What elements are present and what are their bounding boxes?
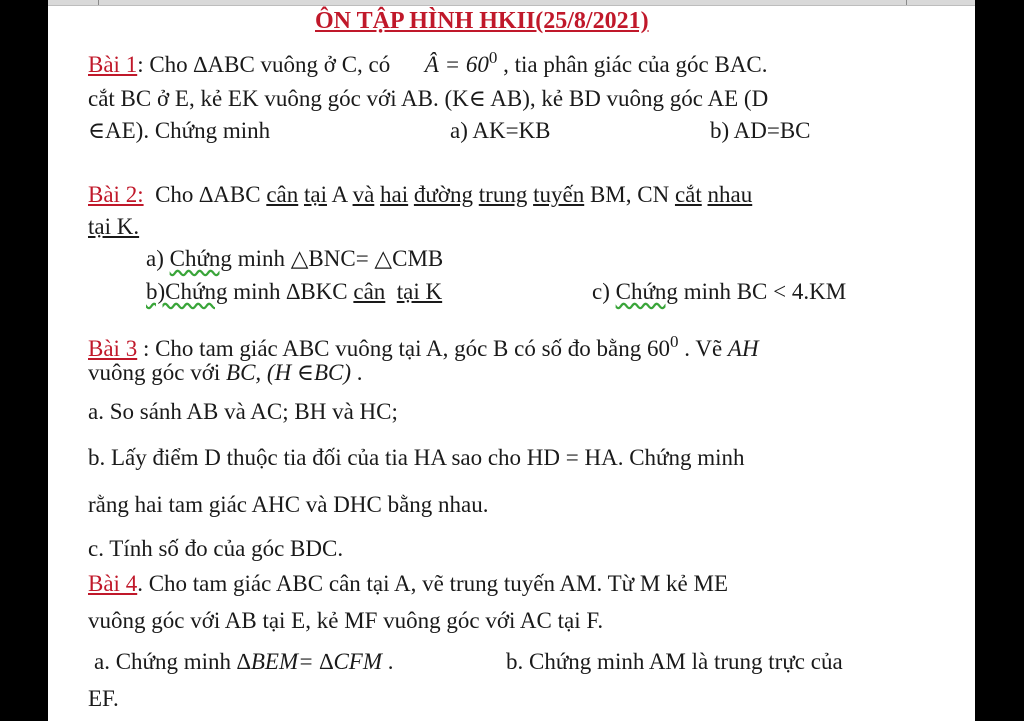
text: nhau bbox=[707, 182, 753, 207]
text: ∈AE). Chứng minh bbox=[88, 118, 271, 143]
text: ∆BEM= ∆CFM bbox=[236, 649, 383, 674]
ruler-mark bbox=[906, 0, 907, 5]
text: vuông góc với bbox=[88, 360, 221, 385]
text: , tia phân giác của góc BAC. bbox=[503, 52, 768, 77]
text: và bbox=[352, 182, 375, 207]
text: : Cho tam giác ABC vuông tại A, góc B có số đo bằng bbox=[137, 336, 642, 361]
superscript: 0 bbox=[670, 332, 679, 351]
text: a) bbox=[146, 246, 164, 271]
text: b)Chứng bbox=[146, 279, 228, 304]
bai3-line-2 bbox=[88, 359, 363, 387]
bai2-line-2: tại K. bbox=[88, 214, 140, 239]
text: a. Chứng minh bbox=[94, 649, 232, 674]
text: : Cho ∆ABC vuông ở C, có bbox=[137, 52, 391, 77]
bai1-label: Bài 1 bbox=[88, 52, 138, 77]
text: b. Chứng minh AM là trung trực của bbox=[506, 649, 843, 674]
text: BM, CN bbox=[589, 182, 670, 207]
text: tuyến bbox=[533, 182, 585, 207]
text: Cho ∆ABC bbox=[155, 182, 261, 207]
text: BC, (H ∈BC) bbox=[226, 360, 351, 385]
bai4-line-4: EF. bbox=[88, 686, 119, 711]
ruler-mark bbox=[98, 0, 99, 5]
bai2-label: Bài 2: bbox=[88, 182, 144, 207]
bai3-part-a: a. So sánh AB và AC; BH và HC; bbox=[88, 399, 398, 424]
bai4-line-1 bbox=[88, 570, 728, 598]
text: c) bbox=[592, 279, 610, 304]
text: Chứng bbox=[169, 246, 232, 271]
angle-math: Â = 60 bbox=[424, 52, 489, 77]
bai2-part-bc bbox=[146, 278, 847, 306]
bai4-line-2: vuông góc với AB tại E, kẻ MF vuông góc với AC tại F. bbox=[88, 608, 604, 633]
text: tại bbox=[303, 182, 327, 207]
text: . Vẽ bbox=[684, 336, 723, 361]
text: cân bbox=[266, 182, 299, 207]
text: . bbox=[356, 360, 363, 385]
text: minh BC < 4.KM bbox=[683, 279, 847, 304]
bai3-part-c: c. Tính số đo của góc BDC. bbox=[88, 536, 344, 561]
text: tại K bbox=[396, 279, 443, 304]
text: . bbox=[387, 649, 394, 674]
text: đường bbox=[413, 182, 474, 207]
text: Chứng bbox=[615, 279, 678, 304]
text: . Cho tam giác ABC cân tại A, vẽ trung tuyến AM. Từ M kẻ ME bbox=[137, 571, 729, 596]
superscript: 0 bbox=[488, 48, 498, 67]
document-page bbox=[48, 0, 975, 721]
bai1-line-1 bbox=[88, 48, 768, 81]
bai3-label: Bài 3 bbox=[88, 336, 138, 361]
bai2-part-a bbox=[146, 245, 443, 273]
bai1-line-2: cắt BC ở E, kẻ EK vuông góc với AB. (K∈ AB), kẻ BD vuông góc AE (D bbox=[88, 86, 769, 111]
bai4-line-3 bbox=[94, 648, 843, 676]
text: cân bbox=[353, 279, 386, 304]
bai3-part-b-1: b. Lấy điểm D thuộc tia đối của tia HA sao cho HD = HA. Chứng minh bbox=[88, 445, 745, 470]
text: a) AK=KB bbox=[450, 118, 551, 143]
text: trung bbox=[478, 182, 528, 207]
text: hai bbox=[380, 182, 409, 207]
text: minh ∆BKC bbox=[233, 279, 348, 304]
text: AH bbox=[727, 336, 759, 361]
bai3-part-b-2: rằng hai tam giác AHC và DHC bằng nhau. bbox=[88, 492, 489, 517]
bai1-line-3 bbox=[88, 117, 811, 145]
bai2-line-1 bbox=[88, 181, 752, 209]
page-title: ÔN TẬP HÌNH HKII(25/8/2021) bbox=[315, 8, 649, 34]
text: minh △BNC= △CMB bbox=[237, 246, 444, 271]
text: A bbox=[331, 182, 347, 207]
bai4-label: Bài 4 bbox=[88, 571, 138, 596]
text: cắt bbox=[674, 182, 702, 207]
text: b) AD=BC bbox=[710, 118, 811, 143]
text: 60 bbox=[647, 336, 670, 361]
